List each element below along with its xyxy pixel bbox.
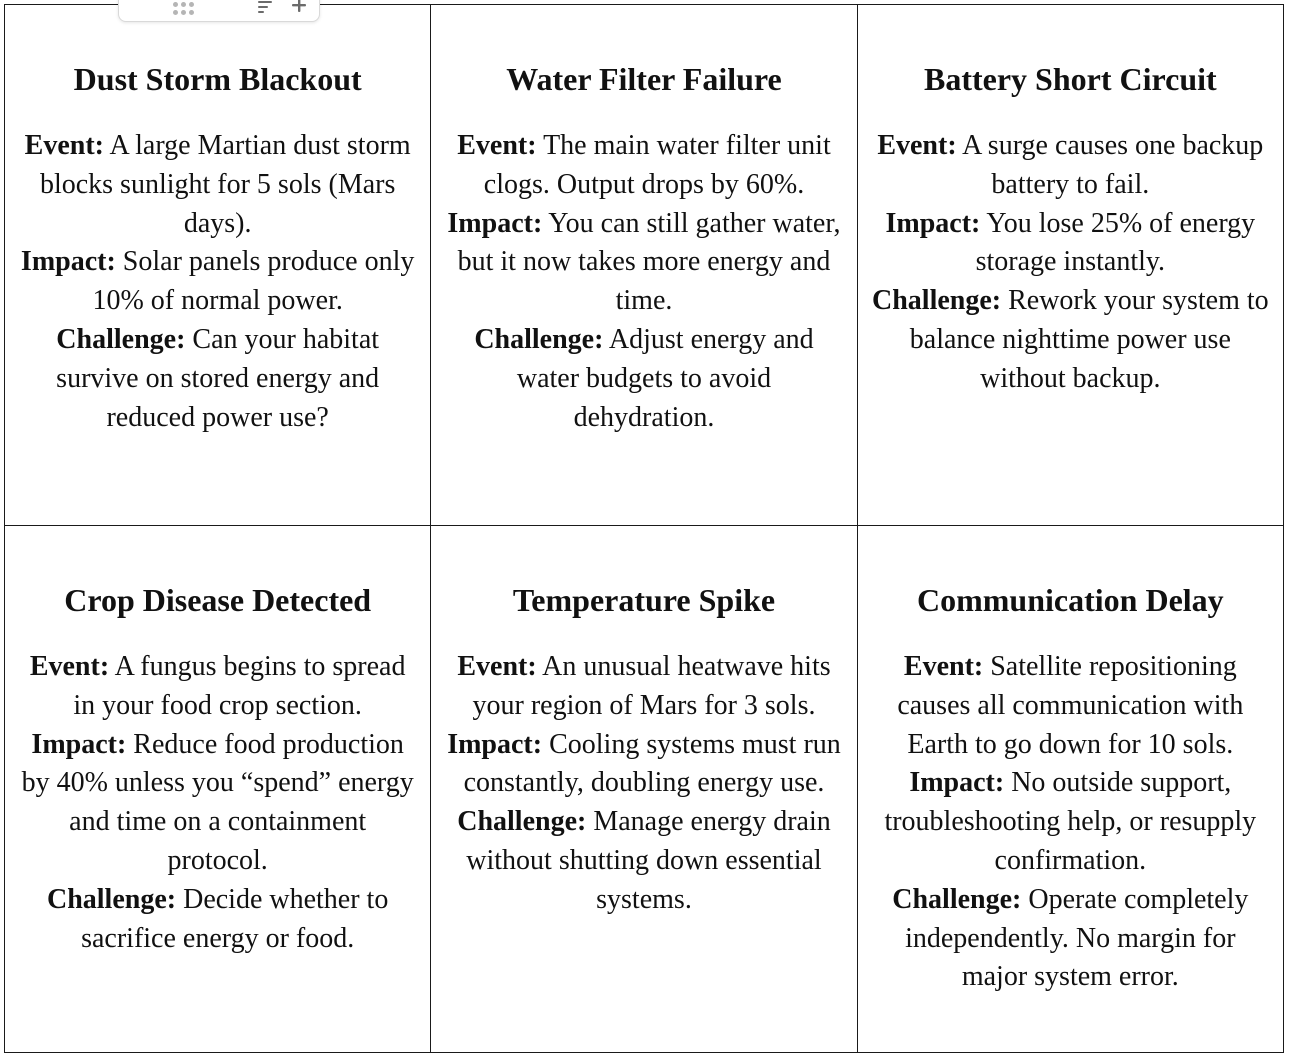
card-title: Communication Delay bbox=[917, 582, 1224, 618]
impact-label: Impact: bbox=[447, 207, 543, 239]
challenge-text: Adjust energy and water budgets to avoid dehydration. bbox=[516, 323, 814, 433]
event-label: Event: bbox=[903, 651, 984, 682]
challenge-label: Challenge: bbox=[457, 806, 587, 838]
challenge-label: Challenge: bbox=[56, 323, 186, 355]
challenge-label: Challenge: bbox=[872, 285, 1002, 317]
card-body bbox=[17, 648, 418, 958]
card-title: Dust Storm Blackout bbox=[73, 61, 362, 97]
card-crop-disease bbox=[17, 526, 418, 958]
card-communication-delay bbox=[870, 526, 1271, 997]
challenge-label: Challenge: bbox=[46, 883, 177, 915]
challenge-text: Decide whether to sacrifice energy or food. bbox=[81, 883, 389, 954]
challenge-text: Rework your system to balance nighttime power use without backup. bbox=[909, 285, 1269, 394]
impact-label: Impact: bbox=[31, 728, 127, 760]
event-text: The main water filter unit clogs. Output drops by 60%. bbox=[483, 130, 831, 200]
impact-label: Impact: bbox=[20, 246, 116, 278]
event-label: Event: bbox=[24, 130, 104, 161]
card-title: Crop Disease Detected bbox=[64, 582, 372, 618]
card-water-filter bbox=[443, 5, 844, 437]
table-cell[interactable] bbox=[431, 5, 857, 526]
scenario-cards-table bbox=[4, 4, 1284, 1053]
event-text: A surge causes one backup battery to fail. bbox=[962, 130, 1264, 200]
table-cell[interactable] bbox=[857, 5, 1283, 526]
card-battery-short bbox=[870, 5, 1271, 399]
event-label: Event: bbox=[457, 651, 537, 682]
impact-text: Reduce food production by 40% unless you “spend” energy and time on a containment protocol. bbox=[21, 728, 414, 876]
table-cell[interactable] bbox=[5, 526, 431, 1053]
event-text: A fungus begins to spread in your food crop section. bbox=[73, 651, 406, 721]
table-row bbox=[5, 526, 1284, 1053]
impact-label: Impact: bbox=[909, 767, 1005, 799]
event-text: Satellite repositioning causes all communication with Earth to go down for 10 sols. bbox=[897, 651, 1244, 760]
challenge-label: Challenge: bbox=[474, 323, 604, 355]
challenge-text: Operate completely independently. No margin for major system error. bbox=[905, 883, 1249, 993]
card-body bbox=[870, 648, 1271, 997]
card-dust-storm bbox=[17, 5, 418, 437]
plus-icon[interactable] bbox=[289, 0, 309, 15]
impact-text: Solar panels produce only 10% of normal power. bbox=[92, 246, 415, 317]
table-block-toolbar bbox=[118, 0, 320, 22]
event-text: An unusual heatwave hits your region of Mars for 3 sols. bbox=[472, 651, 831, 721]
card-body bbox=[17, 127, 418, 437]
impact-label: Impact: bbox=[447, 728, 543, 760]
card-body bbox=[443, 648, 844, 920]
card-body bbox=[870, 127, 1271, 399]
card-title: Water Filter Failure bbox=[506, 61, 782, 97]
card-temperature-spike bbox=[443, 526, 844, 920]
event-label: Event: bbox=[877, 130, 957, 161]
align-left-icon[interactable] bbox=[257, 0, 273, 14]
impact-text: You lose 25% of energy storage instantly. bbox=[975, 207, 1256, 278]
table-cell[interactable] bbox=[431, 526, 857, 1053]
event-text: A large Martian dust storm blocks sunlight for 5 sols (Mars days). bbox=[39, 130, 411, 239]
event-label: Event: bbox=[457, 130, 537, 161]
table-cell[interactable] bbox=[5, 5, 431, 526]
table-row bbox=[5, 5, 1284, 526]
challenge-text: Manage energy drain without shutting down essential systems. bbox=[466, 806, 831, 915]
impact-text: Cooling systems must run constantly, doubling energy use. bbox=[463, 728, 841, 799]
challenge-text: Can your habitat survive on stored energy and reduced power use? bbox=[56, 323, 380, 433]
drag-handle-icon[interactable] bbox=[173, 2, 199, 16]
table-cell[interactable] bbox=[857, 526, 1283, 1053]
card-title: Temperature Spike bbox=[512, 582, 776, 618]
challenge-label: Challenge: bbox=[892, 883, 1022, 915]
card-title: Battery Short Circuit bbox=[923, 61, 1217, 97]
card-body bbox=[443, 127, 844, 437]
impact-label: Impact: bbox=[885, 207, 981, 239]
event-label: Event: bbox=[29, 651, 110, 682]
impact-text: No outside support, troubleshooting help, or resupply confirmation. bbox=[884, 767, 1257, 876]
impact-text: You can still gather water, but it now takes more energy and time. bbox=[457, 207, 841, 317]
